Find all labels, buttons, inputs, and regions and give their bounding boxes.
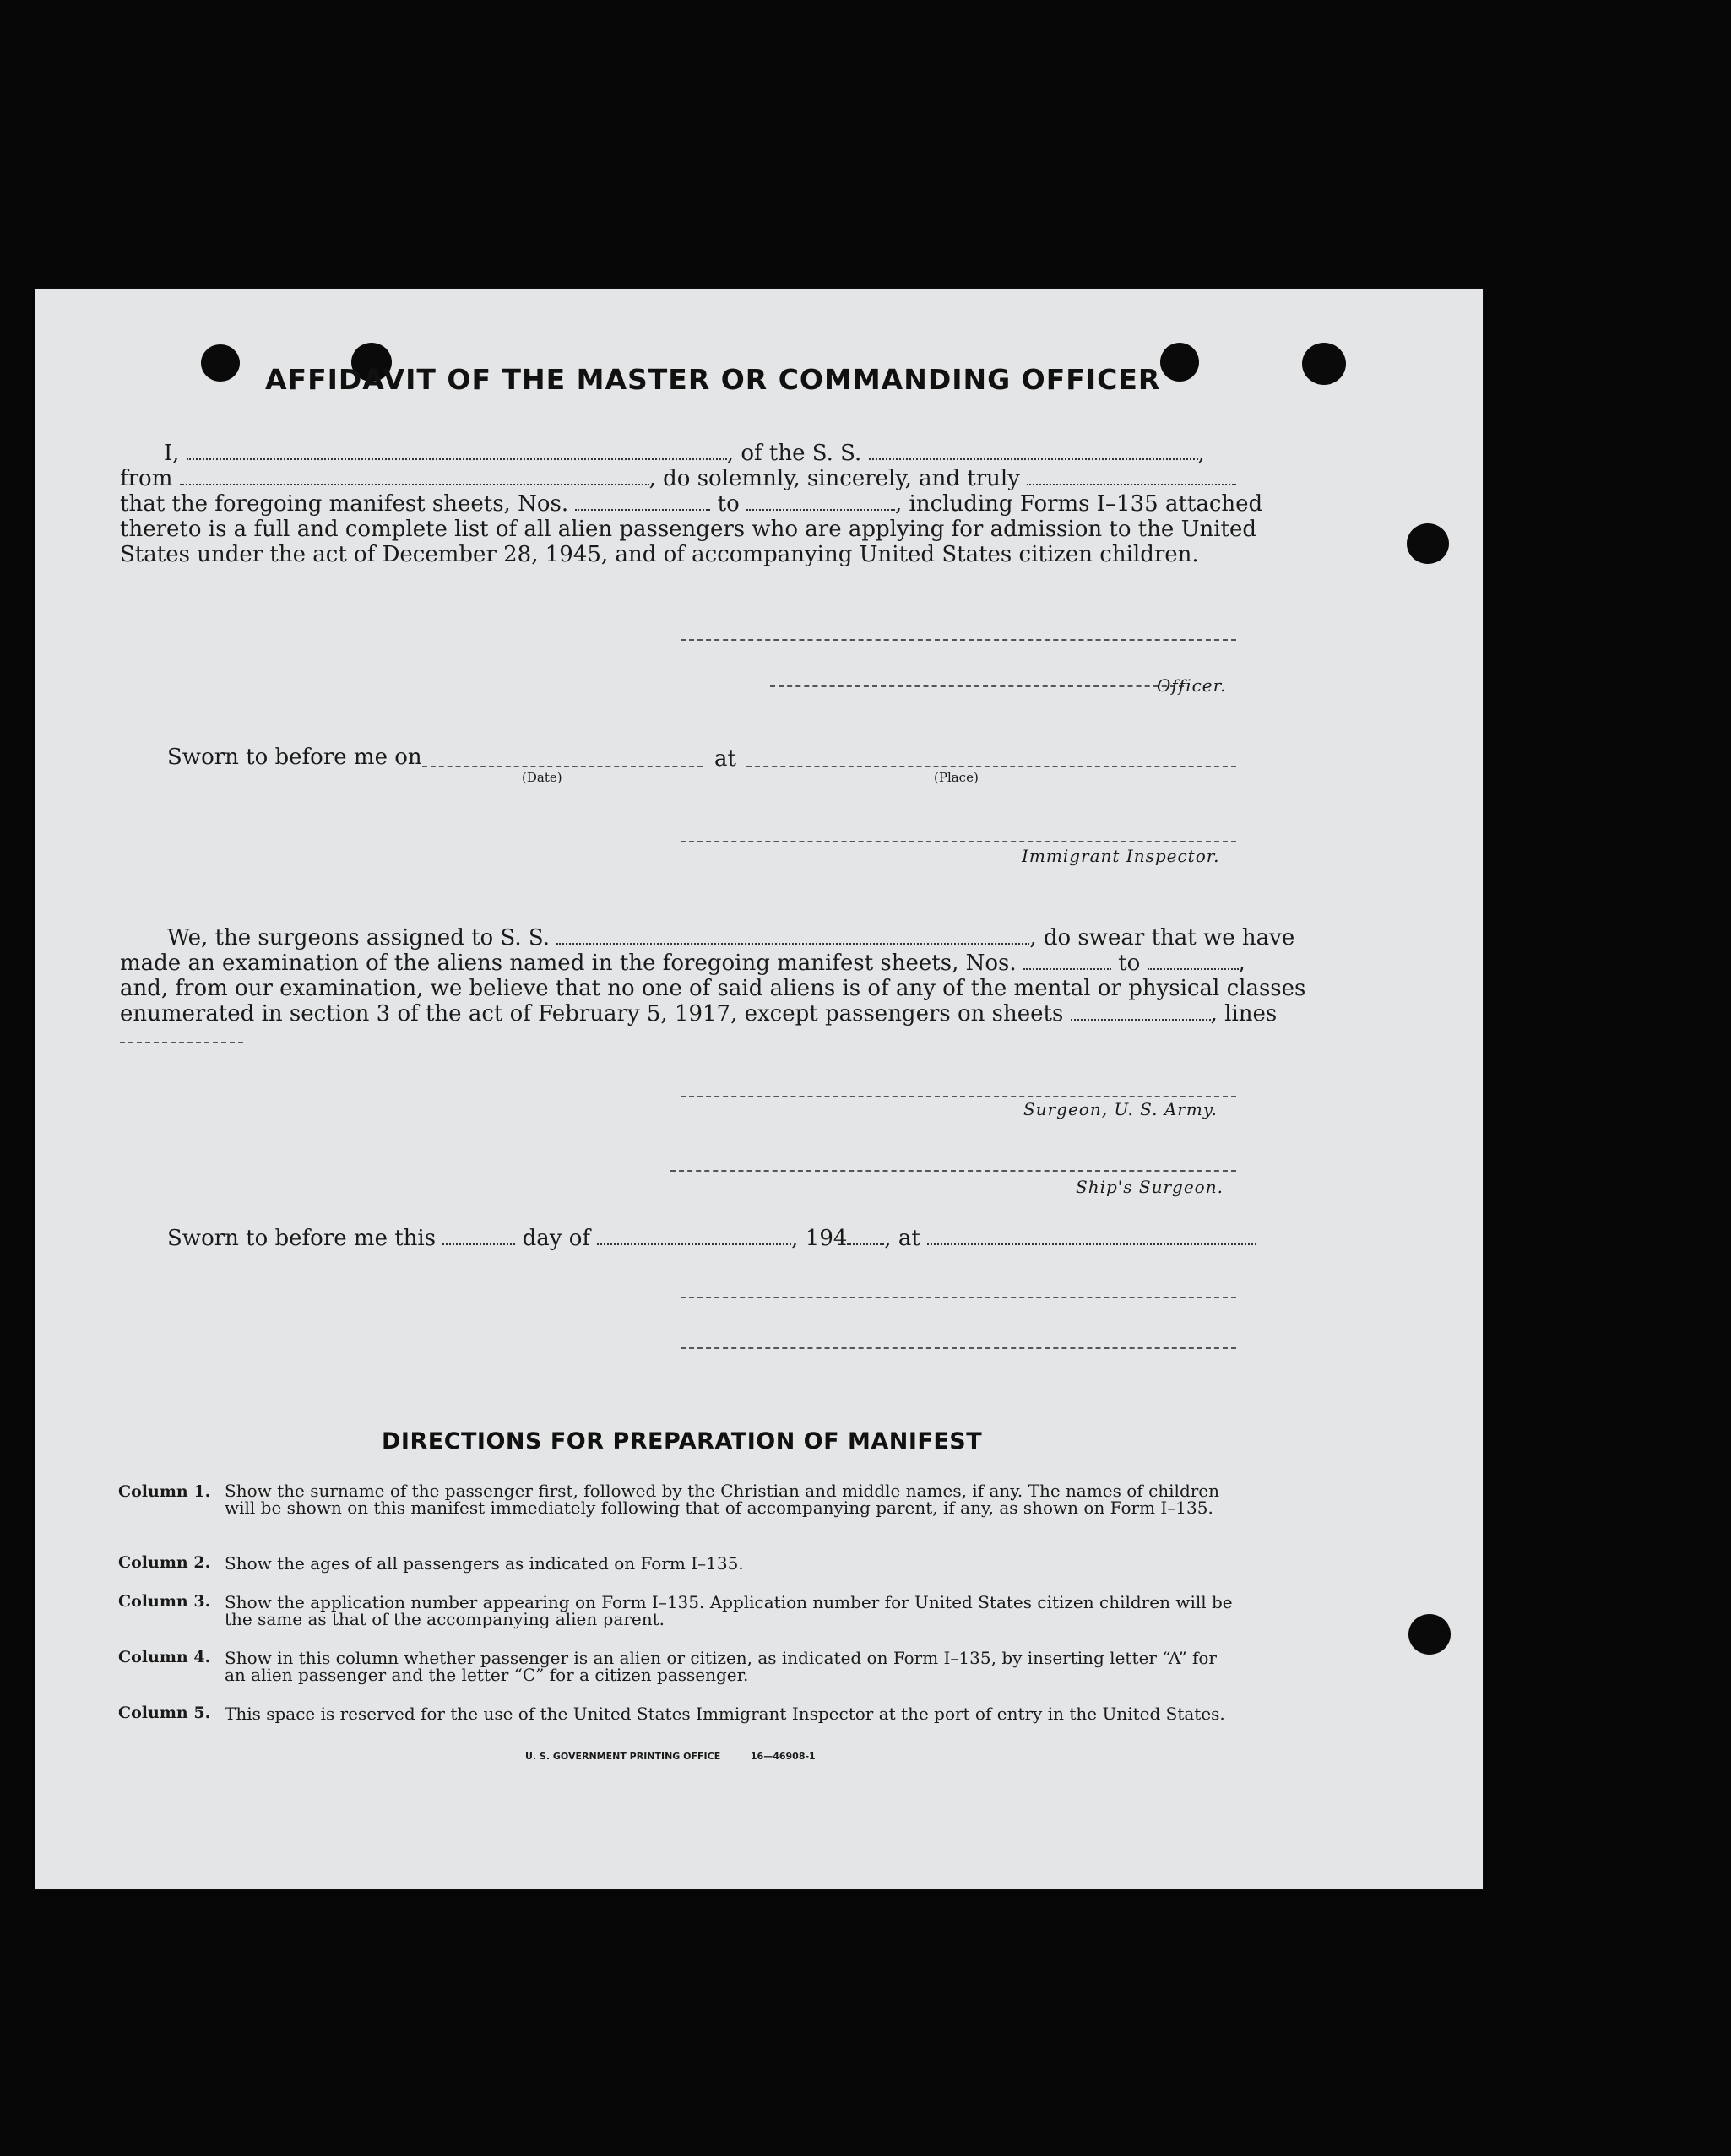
printer-name: U. S. GOVERNMENT PRINTING OFFICE xyxy=(525,1751,721,1762)
directions-title: DIRECTIONS FOR PREPARATION OF MANIFEST xyxy=(382,1428,983,1454)
surgeons-line-1 xyxy=(167,925,1294,951)
affidavit-line-3 xyxy=(120,491,1262,517)
army-surgeon-signature-line[interactable] xyxy=(681,1096,1236,1097)
oath-field[interactable] xyxy=(1027,483,1236,485)
text-year: , 194 xyxy=(791,1226,848,1251)
punch-hole xyxy=(1302,343,1346,385)
punch-hole xyxy=(201,344,240,382)
form-code: 16—46908-1 xyxy=(750,1751,816,1762)
text-to-2: to xyxy=(1118,951,1141,976)
form-sheet xyxy=(35,289,1483,1889)
direction-label: Column 1. xyxy=(118,1482,211,1501)
ship-surgeon-caption: Ship's Surgeon. xyxy=(1076,1177,1224,1197)
sworn-date-field[interactable] xyxy=(422,766,703,767)
text-to: to xyxy=(717,491,740,517)
text-day-of: day of xyxy=(522,1226,590,1251)
place-caption: (Place) xyxy=(934,770,979,785)
inspector-caption: Immigrant Inspector. xyxy=(1022,846,1220,866)
sworn-text-1: Sworn to before me on xyxy=(167,745,422,770)
officer-signature-line-1[interactable] xyxy=(681,639,1236,641)
ship-name-field[interactable] xyxy=(869,458,1198,460)
master-name-field[interactable] xyxy=(187,458,727,460)
sworn-day-field[interactable] xyxy=(442,1243,515,1245)
text-swear: , do swear that we have xyxy=(1029,925,1295,951)
except-sheets-field[interactable] xyxy=(1071,1018,1211,1021)
official-signature-line-1[interactable] xyxy=(681,1297,1236,1298)
inspector-signature-line[interactable] xyxy=(681,841,1236,842)
text-i: I, xyxy=(164,441,180,466)
direction-text: Show the application number appearing on Form I–135. Application number for United States citizen children will be the same as that of the accompanying alien parent. xyxy=(225,1592,1233,1629)
surgeons-line-4 xyxy=(120,1001,1277,1027)
surgeons-line-2 xyxy=(120,951,1245,976)
sworn-year-field[interactable] xyxy=(847,1243,884,1245)
direction-text: Show the surname of the passenger first, followed by the Christian and middle names, if any. The names of children will be shown on this manifest immediately following that of accompanying parent, if any, as shown on Form I–135. xyxy=(225,1481,1220,1518)
officer-caption: Officer. xyxy=(1157,675,1227,696)
punch-hole xyxy=(1407,523,1449,564)
text-at-2: , at xyxy=(884,1226,920,1251)
text-comma: , xyxy=(1197,441,1205,466)
port-from-field[interactable] xyxy=(180,483,649,485)
direction-text: Show in this column whether passenger is an alien or citizen, as indicated on Form I–135, by inserting letter “A” for an alien passenger and the letter “C” for a citizen passenger. xyxy=(225,1648,1217,1685)
text-from: from xyxy=(120,466,173,491)
surgeon-sheet-from-field[interactable] xyxy=(1023,967,1111,970)
except-lines-field[interactable] xyxy=(120,1042,243,1043)
affidavit-line-1 xyxy=(164,441,1205,466)
direction-label: Column 4. xyxy=(118,1648,211,1666)
officer-signature-line-2[interactable] xyxy=(770,685,1184,687)
affidavit-title: AFFIDAVIT OF THE MASTER OR COMMANDING OFFICER xyxy=(265,363,1161,396)
text-lines: , lines xyxy=(1210,1001,1278,1027)
direction-label: Column 3. xyxy=(118,1592,211,1611)
sworn-at-1: at xyxy=(714,746,736,772)
affidavit-line-5: States under the act of December 28, 1945, and of accompanying United States citizen children. xyxy=(120,542,1199,567)
text-sworn-this: Sworn to before me this xyxy=(167,1226,437,1251)
sworn-month-field[interactable] xyxy=(597,1243,791,1245)
ship-surgeon-signature-line[interactable] xyxy=(670,1170,1236,1172)
affidavit-line-4: thereto is a full and complete list of all alien passengers who are applying for admission to the United xyxy=(120,517,1257,542)
text-we: We, the surgeons assigned to S. S. xyxy=(167,925,551,951)
text-solemnly: , do solemnly, sincerely, and truly xyxy=(648,466,1020,491)
direction-label: Column 2. xyxy=(118,1553,211,1572)
surgeon-ship-field[interactable] xyxy=(556,942,1029,945)
sworn-text-2 xyxy=(167,1226,1256,1251)
sheet-to-field[interactable] xyxy=(746,508,895,511)
text-including: , including Forms I–135 attached xyxy=(895,491,1263,517)
text-comma-2: , xyxy=(1238,951,1245,976)
punch-hole xyxy=(1160,343,1199,382)
text-made: made an examination of the aliens named in the foregoing manifest sheets, Nos. xyxy=(120,951,1017,976)
surgeons-line-3: and, from our examination, we believe that no one of said aliens is of any of the mental or physical classes xyxy=(120,976,1306,1001)
direction-label: Column 5. xyxy=(118,1704,211,1722)
surgeon-sheet-to-field[interactable] xyxy=(1148,967,1239,970)
text-of-ss: , of the S. S. xyxy=(726,441,862,466)
affidavit-line-2 xyxy=(120,466,1236,491)
date-caption: (Date) xyxy=(522,770,562,785)
sheet-from-field[interactable] xyxy=(575,508,710,511)
army-surgeon-caption: Surgeon, U. S. Army. xyxy=(1023,1099,1218,1119)
direction-text: Show the ages of all passengers as indicated on Form I–135. xyxy=(225,1553,744,1574)
text-enumerated: enumerated in section 3 of the act of February 5, 1917, except passengers on sheets xyxy=(120,1001,1064,1027)
punch-hole xyxy=(1408,1614,1451,1655)
text-that: that the foregoing manifest sheets, Nos. xyxy=(120,491,569,517)
sworn-place-field-2[interactable] xyxy=(927,1243,1256,1245)
sworn-place-field[interactable] xyxy=(746,766,1236,767)
printer-imprint xyxy=(525,1751,816,1762)
official-signature-line-2[interactable] xyxy=(681,1347,1236,1349)
direction-text: This space is reserved for the use of the United States Immigrant Inspector at the port of entry in the United States. xyxy=(225,1704,1225,1724)
